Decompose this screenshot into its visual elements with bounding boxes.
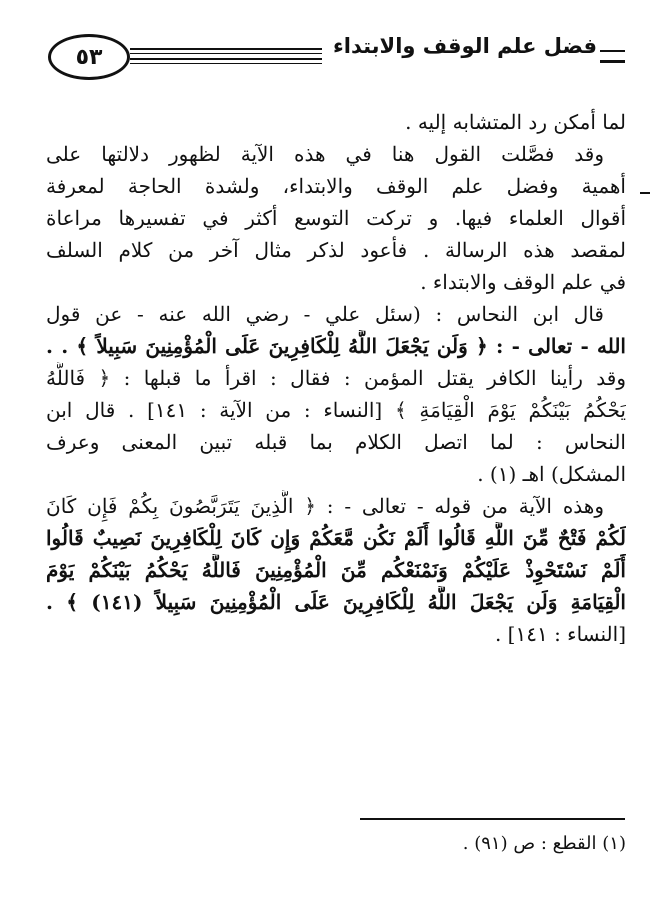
quran-line: الْقِيَامَةِ وَلَن يَجْعَلَ اللَّهُ لِلْكَافِرِينَ عَلَى الْمُؤْمِنِينَ سَبِيلاً (١٤١) ﴾ . <box>46 590 626 614</box>
text-line: وقد رأينا الكافر يقتل المؤمن : فقال : اقرأ ما قبلها : ﴿ فَاللَّهُ <box>46 366 626 390</box>
text-line: في علم الوقف والابتداء . <box>420 270 626 294</box>
page-header <box>40 28 625 88</box>
text-line: النحاس : لما اتصل الكلام بما قبله تبين المعنى وعرف <box>46 430 626 454</box>
text-line: الله - تعالى - : ﴿ وَلَن يَجْعَلَ اللَّهُ لِلْكَافِرِينَ عَلَى الْمُؤْمِنِينَ سَبِيلاً ﴾ . . <box>46 334 626 358</box>
text-line: أقوال العلماء فيها. و تركت التوسع أكثر في تفسيرها مراعاة <box>46 206 626 230</box>
text-line: يَحْكُمُ بَيْنَكُمْ يَوْمَ الْقِيَامَةِ ﴾ [النساء : من الآية : ١٤١] . قال ابن <box>46 398 626 422</box>
page-number: ٥٣ <box>48 34 130 80</box>
header-rule <box>130 63 322 64</box>
text-line: لما أمكن رد المتشابه إليه . <box>405 110 626 134</box>
text-line: لمقصد هذه الرسالة . فأعود لذكر مثال آخر من كلام السلف <box>46 238 626 262</box>
text-line: قال ابن النحاس : (سئل علي - رضي الله عنه - عن قول <box>46 302 604 326</box>
header-rule <box>130 48 322 50</box>
text-line: أهمية وفضل علم الوقف والابتداء، ولشدة الحاجة لمعرفة <box>46 174 626 198</box>
header-rule <box>130 58 322 60</box>
running-title: فضل علم الوقف والابتداء <box>333 34 597 58</box>
body-text <box>46 106 626 650</box>
quran-line: لَكُمْ فَتْحٌ مِّنَ اللَّهِ قَالُوا أَلَمْ نَكُن مَّعَكُمْ وَإِن كَانَ لِلْكَافِرِينَ نَصِيبٌ قَالُوا <box>46 526 626 550</box>
header-rule <box>600 50 625 52</box>
margin-mark <box>640 192 650 194</box>
quran-line: أَلَمْ نَسْتَحْوِذْ عَلَيْكُمْ وَنَمْنَعْكُم مِّنَ الْمُؤْمِنِينَ فَاللَّهُ يَحْكُمُ بَيْنَكُمْ يَوْمَ <box>46 558 626 582</box>
header-rule <box>130 53 322 54</box>
footnote-rule <box>360 818 625 820</box>
text-line: [النساء : ١٤١] . <box>494 622 626 646</box>
footnote: (١) القطع : ص (٩١) . <box>462 833 626 854</box>
text-line: وقد فصَّلت القول هنا في هذه الآية لظهور دلالتها على <box>46 142 604 166</box>
text-line: وهذه الآية من قوله - تعالى - : ﴿ الَّذِينَ يَتَرَبَّصُونَ بِكُمْ فَإِن كَانَ <box>46 494 604 518</box>
text-line: المشكل) اهـ (١) . <box>477 462 626 486</box>
header-rule <box>600 60 625 63</box>
